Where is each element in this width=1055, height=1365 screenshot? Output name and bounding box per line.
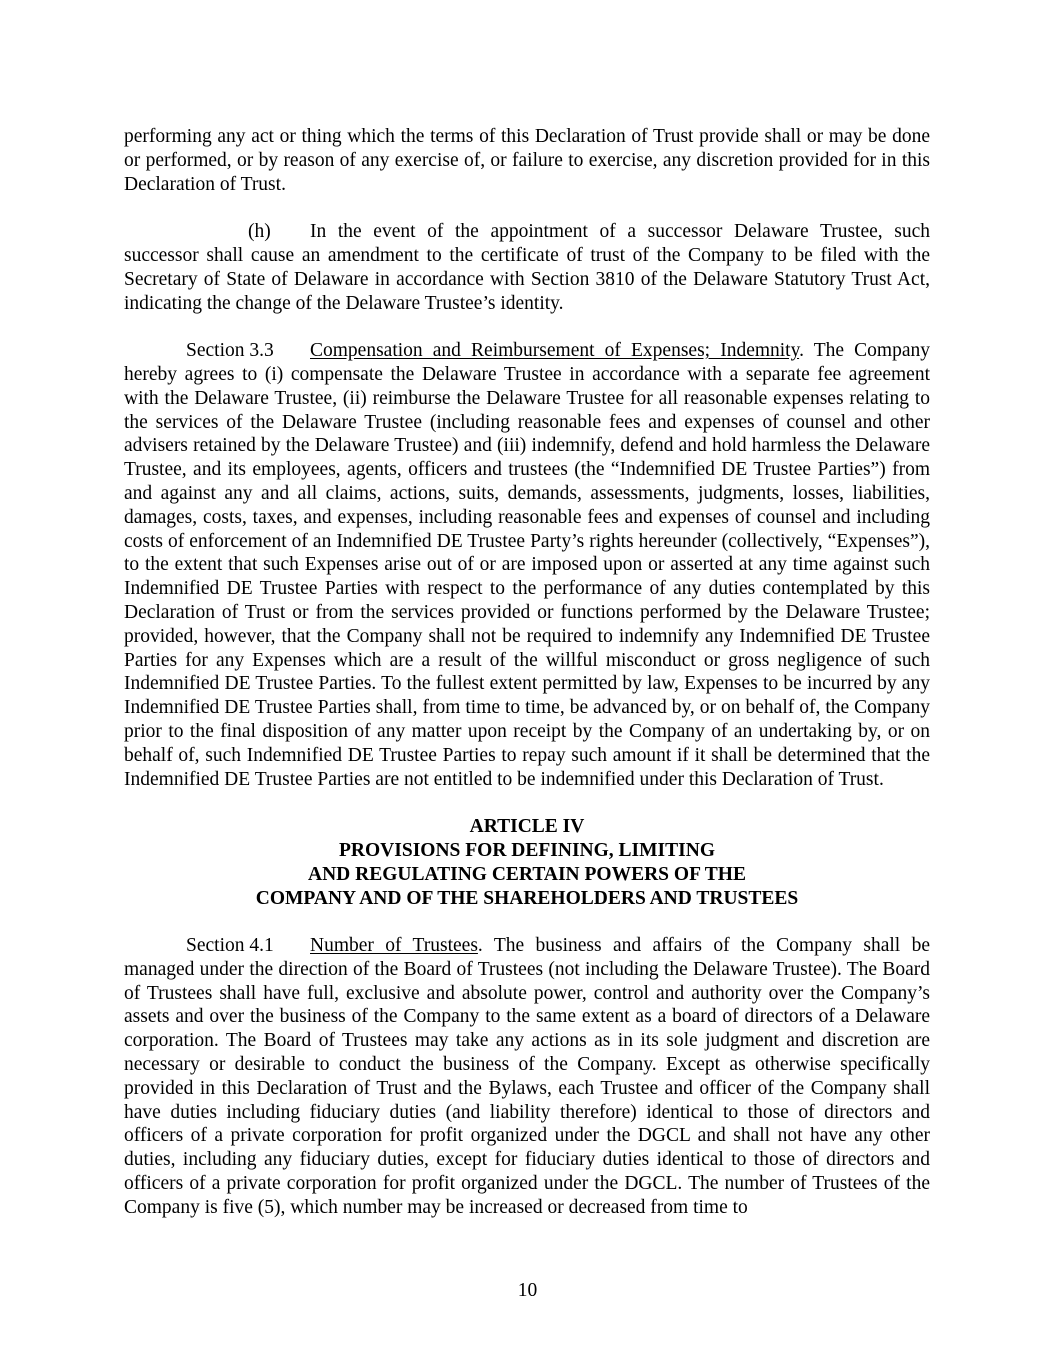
document-body: [124, 125, 930, 1243]
article-subtitle-line-1: PROVISIONS FOR DEFINING, LIMITING: [339, 839, 715, 861]
section-4-1-text: . The business and affairs of the Company shall be managed under the direction of the Board of Trustees (not including the Delaware Trustee). The Board of Trustees shall have full, exclusive and absolute power, control and authority over the Company’s assets and over the business of the Company to the same extent as a board of directors of a Delaware corporation. The Board of Trustees may take any actions as in its sole judgment and discretion are necessary or desirable to conduct the business of the Company. Except as otherwise specifically provided in this Declaration of Trust and the Bylaws, each Trustee and officer of the Company shall have duties including fiduciary duties (and liability therefore) identical to those of directors and officers of a private corporation for profit organized under the DGCL and shall not have any other duties, including any fiduciary duties, except for fiduciary duties identical to those of directors and officers of a private corporation for profit organized under the DGCL. The number of Trustees of the Company is five (5), which number may be increased or decreased from time to: [124, 935, 930, 1218]
paragraph-h: [124, 220, 930, 315]
paragraph-continuation-text: performing any act or thing which the terms of this Declaration of Trust provide shall or may be done or performed, or by reason of any exercise of, or failure to exercise, any discretion provided for in this Declaration of Trust.: [124, 126, 930, 195]
paragraph-continuation: [124, 125, 930, 196]
article-heading: [124, 815, 930, 910]
section-3-3-number: Section 3.3: [186, 340, 274, 362]
article-subtitle-line-2: AND REGULATING CERTAIN POWERS OF THE: [308, 863, 746, 885]
article-title: ARTICLE IV: [469, 816, 585, 838]
section-3-3-heading: Compensation and Reimbursement of Expenses; Indemnity: [310, 340, 800, 362]
section-3-3: [124, 339, 930, 791]
section-4-1-number: Section 4.1: [186, 935, 274, 957]
section-4-1: [124, 934, 930, 1220]
paragraph-h-label: (h): [248, 221, 271, 243]
section-3-3-text: . The Company hereby agrees to (i) compensate the Delaware Trustee in accordance with a separate fee agreement with the Delaware Trustee, (ii) reimburse the Delaware Trustee for all reasonable expenses relating to the services of the Delaware Trustee (including reasonable fees and expenses of counsel and other advisers retained by the Delaware Trustee) and (iii) indemnify, defend and hold harmless the Delaware Trustee, and its employees, agents, officers and trustees (the “Indemnified DE Trustee Parties”) from and against any and all claims, actions, suits, demands, assessments, judgments, losses, liabilities, damages, costs, taxes, and expenses, including reasonable fees and expenses of counsel and including costs of enforcement of an Indemnified DE Trustee Party’s rights hereunder (collectively, “Expenses”), to the extent that such Expenses arise out of or are imposed upon or asserted at any time against such Indemnified DE Trustee Parties with respect to the performance of any duties contemplated by this Declaration of Trust or from the services provided or functions performed by the Delaware Trustee; provided, however, that the Company shall not be required to indemnify any Indemnified DE Trustee Parties for any Expenses which are a result of the willful misconduct or gross negligence of such Indemnified DE Trustee Parties. To the fullest extent permitted by law, Expenses to be incurred by any Indemnified DE Trustee Parties shall, from time to time, be advanced by, or on behalf of, the Company prior to the final disposition of any matter upon receipt by the Company of an undertaking by, or on behalf of, such Indemnified DE Trustee Parties to repay such amount if it shall be determined that the Indemnified DE Trustee Parties are not entitled to be indemnified under this Declaration of Trust.: [124, 340, 931, 790]
article-subtitle-line-3: COMPANY AND OF THE SHAREHOLDERS AND TRUSTEES: [255, 887, 799, 909]
section-4-1-heading: Number of Trustees: [310, 935, 478, 957]
page-number: 10: [517, 1280, 538, 1301]
paragraph-h-text: In the event of the appointment of a successor Delaware Trustee, such successor shall cause an amendment to the certificate of trust of the Company to be filed with the Secretary of State of Delaware in accordance with Section 3810 of the Delaware Statutory Trust Act, indicating the change of the Delaware Trustee’s identity.: [124, 221, 930, 314]
